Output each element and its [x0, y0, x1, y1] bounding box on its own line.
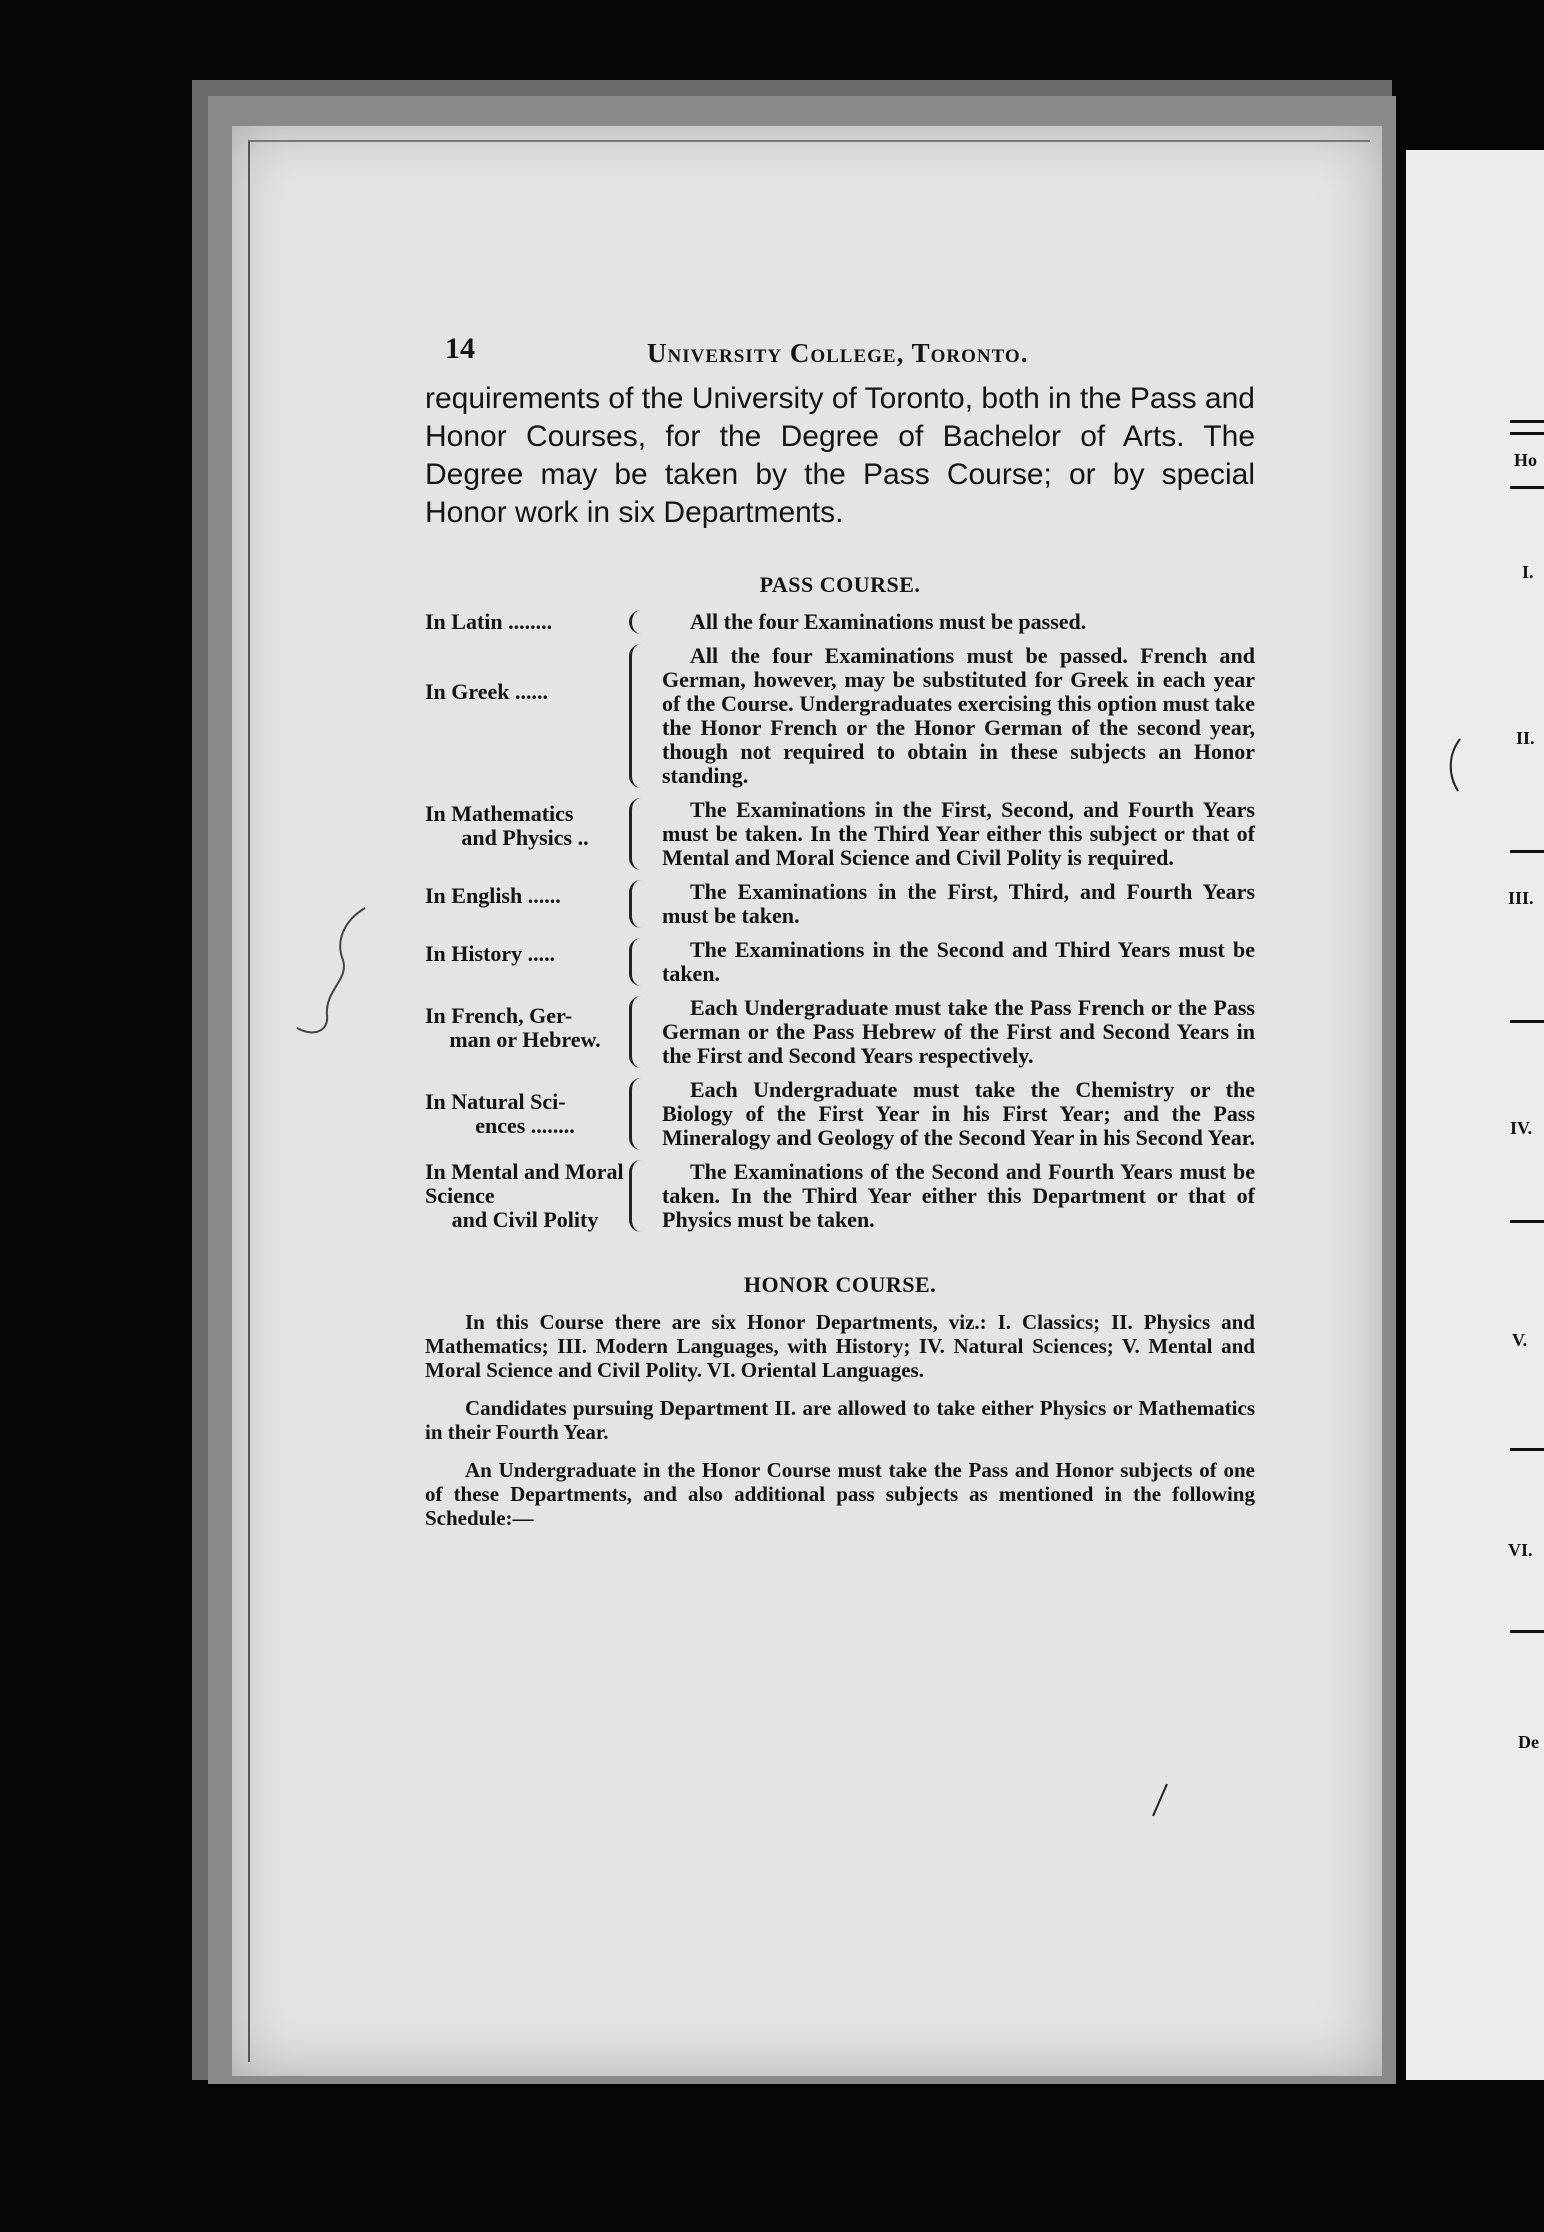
facing-page-label: VI. — [1508, 1540, 1533, 1560]
brace — [629, 1078, 654, 1150]
subject-label-line: In Natural Sci- — [425, 1089, 566, 1114]
brace — [629, 938, 654, 986]
subject-requirement: The Examinations of the Second and Fourth Years must be taken. In the Third Year either this Department or that of Physics must be taken. — [662, 1159, 1255, 1232]
facing-page-label: V. — [1512, 1330, 1528, 1350]
page-number: 14 — [445, 332, 475, 365]
brace — [629, 996, 654, 1068]
subject-label — [425, 1160, 629, 1232]
brace — [629, 880, 654, 928]
running-title: University College, Toronto. — [647, 338, 1029, 368]
subject-label-line: In French, Ger- — [425, 1003, 573, 1028]
pass-course-heading: PASS COURSE. — [759, 572, 921, 597]
subject-requirement: The Examinations in the First, Third, and Fourth Years must be taken. — [662, 879, 1255, 928]
facing-page-rule — [1510, 850, 1544, 853]
running-head — [425, 322, 1255, 366]
facing-page-rule — [1510, 486, 1544, 489]
facing-page-label: III. — [1508, 888, 1534, 908]
subject-label — [425, 644, 629, 788]
facing-page-label: De — [1518, 1732, 1539, 1752]
subject-requirement: The Examinations in the Second and Third Years must be taken. — [662, 937, 1255, 986]
pass-course-row — [425, 880, 1255, 928]
subject-label-line: In History ..... — [425, 941, 556, 966]
facing-page-label: I. — [1522, 562, 1534, 582]
subject-label — [425, 1078, 629, 1150]
facing-page-label: IV. — [1510, 1118, 1533, 1138]
subject-label-line: In Greek ...... — [425, 679, 549, 704]
facing-page-rule — [1510, 420, 1544, 423]
pass-course-row — [425, 1078, 1255, 1150]
honor-paragraph: Candidates pursuing Department II. are allowed to take either Physics or Mathematics in their Fourth Year. — [425, 1396, 1255, 1444]
facing-page-rule — [1510, 1630, 1544, 1633]
subject-label — [425, 610, 629, 634]
honor-course-heading: HONOR COURSE. — [743, 1272, 937, 1297]
subject-label — [425, 880, 629, 928]
intro-paragraph: requirements of the University of Toronto, both in the Pass and Honor Courses, for the Degree of Bachelor of Arts. The Degree may be taken by the Pass Course; or by special Honor work in six Departments. — [425, 382, 1255, 529]
brace — [629, 644, 654, 788]
pass-course-row — [425, 938, 1255, 986]
brace — [629, 798, 654, 870]
subject-requirement: Each Undergraduate must take the Chemistry or the Biology of the First Year in his First Year; and the Pass Mineralogy and Geology of the Second Year in his Second Year. — [662, 1077, 1256, 1150]
brace — [629, 610, 654, 634]
subject-label-line: In Mathematics — [425, 801, 574, 826]
facing-page-label: II. — [1516, 728, 1535, 748]
honor-paragraph: An Undergraduate in the Honor Course must take the Pass and Honor subjects of one of these Departments, and also additional pass subjects as mentioned in the following Schedule:— — [425, 1458, 1255, 1530]
pass-course-row — [425, 644, 1255, 788]
subject-label-subline: ences ........ — [475, 1113, 575, 1138]
subject-requirement: The Examinations in the First, Second, and Fourth Years must be taken. In the Third Year either this subject or that of Mental and Moral Science and Civil Polity is required. — [662, 797, 1255, 870]
subject-label-line: In Latin ........ — [425, 609, 553, 634]
margin-pencil-mark — [285, 900, 385, 1050]
stray-pencil-mark — [1440, 735, 1470, 795]
page-content — [425, 322, 1255, 1544]
pass-course-row — [425, 996, 1255, 1068]
subject-label — [425, 798, 629, 870]
facing-page — [1406, 150, 1544, 2080]
subject-label — [425, 938, 629, 986]
pass-course-row — [425, 610, 1255, 634]
facing-page-rule — [1510, 1220, 1544, 1223]
pass-course-row — [425, 798, 1255, 870]
facing-page-label: Ho — [1514, 450, 1538, 470]
facing-page-rule — [1510, 432, 1544, 435]
subject-label — [425, 996, 629, 1068]
subject-label-subline: and Civil Polity — [451, 1207, 599, 1232]
brace — [629, 1160, 654, 1232]
subject-label-line: In English ...... — [425, 883, 561, 908]
honor-paragraph: In this Course there are six Honor Departments, viz.: I. Classics; II. Physics and Mathematics; III. Modern Languages, with History; IV. Natural Sciences; V. Mental and Moral Science and Civil Polity. VI. Oriental Languages. — [425, 1310, 1255, 1382]
subject-label-subline: man or Hebrew. — [449, 1027, 601, 1052]
subject-requirement: All the four Examinations must be passed. — [690, 609, 1087, 634]
subject-label-subline: and Physics .. — [461, 825, 589, 850]
subject-label-line: In Mental and Moral Science — [425, 1159, 624, 1208]
stray-pencil-mark — [1145, 1780, 1175, 1820]
pass-course-row — [425, 1160, 1255, 1232]
subject-requirement: All the four Examinations must be passed. French and German, however, may be substituted for Greek in each year of the Course. Undergraduates exercising this option must take the Honor French or the Honor German of the second year, though not required to obtain in these subjects an Honor standing. — [662, 643, 1255, 788]
facing-page-rule — [1510, 1020, 1544, 1023]
subject-requirement: Each Undergraduate must take the Pass French or the Pass German or the Pass Hebrew of the First and Second Years in the First and Second Years respectively. — [662, 995, 1255, 1068]
facing-page-rule — [1510, 1448, 1544, 1451]
